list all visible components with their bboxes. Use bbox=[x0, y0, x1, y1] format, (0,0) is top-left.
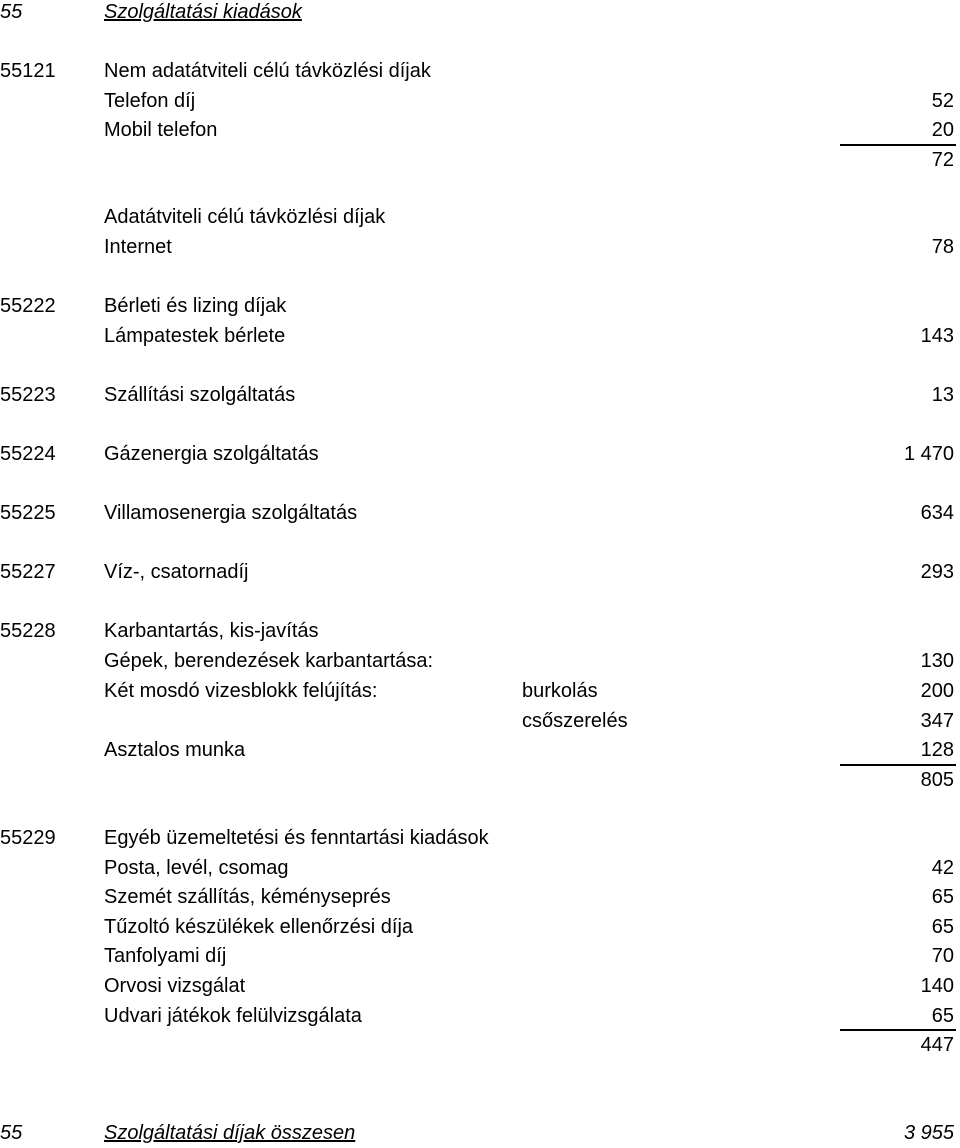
row-label: Internet bbox=[104, 236, 172, 258]
section-code-55222: 55222 bbox=[0, 295, 56, 317]
row-value: 20 bbox=[931, 119, 954, 141]
row-value: 65 bbox=[931, 886, 954, 908]
row-value: 65 bbox=[931, 916, 954, 938]
row-label: Lámpatestek bérlete bbox=[104, 325, 286, 347]
section-code-55229: 55229 bbox=[0, 827, 56, 849]
row-label: Udvari játékok felülvizsgálata bbox=[104, 1005, 362, 1027]
section-code-55228: 55228 bbox=[0, 620, 56, 642]
row-value: 78 bbox=[931, 236, 954, 258]
row-value: 200 bbox=[920, 680, 954, 702]
section-code-55225: 55225 bbox=[0, 502, 56, 524]
subsection-title: Adatátviteli célú távközlési díjak bbox=[104, 206, 386, 228]
section-value-55225: 634 bbox=[920, 502, 954, 524]
section-title-55229: Egyéb üzemeltetési és fenntartási kiadások bbox=[104, 827, 489, 849]
section-title-55121: Nem adatátviteli célú távközlési díjak bbox=[104, 60, 431, 82]
row-label: Szemét szállítás, kéményseprés bbox=[104, 886, 391, 908]
row-label: Orvosi vizsgálat bbox=[104, 975, 246, 997]
section-title-55228: Karbantartás, kis-javítás bbox=[104, 620, 319, 642]
subtotal-rule bbox=[840, 144, 956, 146]
section-title-55223: Szállítási szolgáltatás bbox=[104, 384, 296, 406]
row-value: 52 bbox=[931, 90, 954, 112]
subtotal-value: 805 bbox=[920, 769, 954, 791]
row-label: Mobil telefon bbox=[104, 119, 218, 141]
footer-code: 55 bbox=[0, 1122, 23, 1144]
row-value: 140 bbox=[920, 975, 954, 997]
section-code-55224: 55224 bbox=[0, 443, 56, 465]
row-label: Tűzoltó készülékek ellenőrzési díja bbox=[104, 916, 414, 938]
section-value-55223: 13 bbox=[931, 384, 954, 406]
header-code: 55 bbox=[0, 1, 23, 23]
row-value: 130 bbox=[920, 650, 954, 672]
row-label: Telefon díj bbox=[104, 90, 196, 112]
subtotal-rule bbox=[840, 1029, 956, 1031]
section-value-55224: 1 470 bbox=[903, 443, 954, 465]
subtotal-value: 72 bbox=[931, 149, 954, 171]
row-label: Asztalos munka bbox=[104, 739, 246, 761]
subtotal-rule bbox=[840, 764, 956, 766]
row-label: Két mosdó vizesblokk felújítás: bbox=[104, 680, 378, 702]
row-value: 65 bbox=[931, 1005, 954, 1027]
section-value-55227: 293 bbox=[920, 561, 954, 583]
row-value: 347 bbox=[920, 710, 954, 732]
row-value: 128 bbox=[920, 739, 954, 761]
row-value: 143 bbox=[920, 325, 954, 347]
row-value: 42 bbox=[931, 857, 954, 879]
row-detail: csőszerelés bbox=[522, 710, 628, 732]
row-label: Tanfolyami díj bbox=[104, 945, 227, 967]
header-title: Szolgáltatási kiadások bbox=[104, 1, 302, 23]
section-code-55223: 55223 bbox=[0, 384, 56, 406]
section-code-55227: 55227 bbox=[0, 561, 56, 583]
section-code-55121: 55121 bbox=[0, 60, 56, 82]
row-label: Gépek, berendezések karbantartása: bbox=[104, 650, 434, 672]
footer-total: 3 955 bbox=[903, 1122, 954, 1144]
section-title-55224: Gázenergia szolgáltatás bbox=[104, 443, 319, 465]
section-title-55222: Bérleti és lizing díjak bbox=[104, 295, 287, 317]
section-title-55225: Villamosenergia szolgáltatás bbox=[104, 502, 358, 524]
row-label: Posta, levél, csomag bbox=[104, 857, 289, 879]
row-detail: burkolás bbox=[522, 680, 598, 702]
section-title-55227: Víz-, csatornadíj bbox=[104, 561, 249, 583]
footer-title: Szolgáltatási díjak összesen bbox=[104, 1122, 356, 1144]
subtotal-value: 447 bbox=[920, 1034, 954, 1056]
row-value: 70 bbox=[931, 945, 954, 967]
